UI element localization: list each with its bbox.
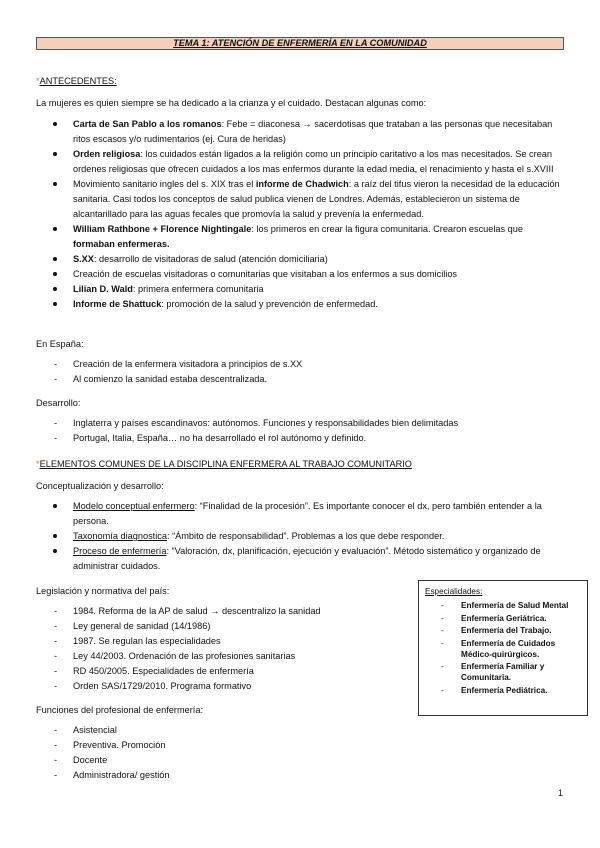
antecedentes-section: [36, 74, 566, 312]
legislacion-section: [36, 584, 406, 694]
list-item: William Rathbone + Florence Nightingale: los primeros en crear la figura comunitaria. Crearon escuelas que formaban enfermeras.: [36, 222, 566, 252]
list-item: Movimiento sanitario ingles del s. XIX tras el informe de Chadwich: a raíz del tifus vieron la necesidad de la educación sanitaria. Casi todos los conceptos de salud publica vienen de Londres. Además, establecieron un sistema de alcantarillado para las aguas fecales que promovía la salud y prevenía la enfermedad.: [36, 177, 566, 222]
concept-label: Conceptualización y desarrollo:: [36, 481, 164, 491]
concept-list: [36, 499, 566, 574]
legislacion-list: [36, 604, 406, 694]
antecedentes-list: [36, 117, 566, 312]
desarrollo-list: [36, 416, 566, 446]
list-item: - Docente: [36, 753, 406, 768]
elementos-heading: *ELEMENTOS COMUNES DE LA DISCIPLINA ENFERMERA AL TRABAJO COMUNITARIO: [36, 459, 412, 469]
antecedentes-heading: *ANTECEDENTES:: [36, 76, 117, 86]
desarrollo-section: [36, 396, 566, 446]
funciones-section: [36, 703, 406, 783]
especialidades-list: [425, 600, 581, 696]
funciones-list: [36, 723, 406, 783]
list-item: - Preventiva. Promoción: [36, 738, 406, 753]
list-item: - Enfermería Pediátrica.: [425, 685, 581, 696]
list-item: Carta de San Pablo a los romanos: Febe = diaconesa → sacerdotisas que trataban a las personas que necesitaban ritos escasos y/o rudimentarios (ej. Cura de heridas): [36, 117, 566, 147]
list-item: - 1984. Reforma de la AP de salud → descentralizo la sanidad: [36, 604, 406, 619]
list-item: - Al comienzo la sanidad estaba descentralizada.: [36, 372, 566, 387]
list-item: - Portugal, Italia, España… no ha desarrollado el rol autónomo y definido.: [36, 431, 566, 446]
list-item: - Ley 44/2003. Ordenación de las profesiones sanitarias: [36, 649, 406, 664]
list-item: - Enfermería Geriátrica.: [425, 613, 581, 624]
list-item: Modelo conceptual enfermero: “Finalidad de la procesión”. Es importante conocer el dx, pero también entender a la persona.: [36, 499, 566, 529]
list-item: - Enfermería Familiar y Comunitaria.: [425, 661, 581, 683]
desarrollo-label: Desarrollo:: [36, 398, 81, 408]
page-title: TEMA 1: ATENCIÓN DE ENFERMERÍA EN LA COMUNIDAD: [36, 37, 564, 50]
list-item: - RD 450/2005. Especialidades de enfermería: [36, 664, 406, 679]
espana-section: [36, 337, 566, 387]
list-item: Creación de escuelas visitadoras o comunitarias que visitaban a los enfermos a sus domicilios: [36, 267, 566, 282]
espana-label: En España:: [36, 339, 84, 349]
list-item: Lilian D. Wald: primera enfermera comunitaria: [36, 282, 566, 297]
list-item: - Creación de la enfermera visitadora a principios de s.XX: [36, 357, 566, 372]
list-item: Taxonomía diagnostica: “Ámbito de responsabilidad”. Problemas a los que debe responder.: [36, 529, 566, 544]
espana-list: [36, 357, 566, 387]
especialidades-heading: Especialidades:: [425, 587, 483, 596]
antecedentes-intro: La mujeres es quien siempre se ha dedicado a la crianza y el cuidado. Destacan algunas como:: [36, 98, 427, 108]
list-item: Orden religiosa: los cuidados están ligados a la religión como un principio caritativo a los mas necesitados. Se crean ordenes religiosas que ofrecen cuidados a los mas enfermos durante la edad media, el renacimiento y hasta el s.XVIII: [36, 147, 566, 177]
list-item: Proceso de enfermería: “Valoración, dx, planificación, ejecución y evaluación”. Método sistemático y organizado de administrar cuidados.: [36, 544, 566, 574]
funciones-label: Funciones del profesional de enfermería:: [36, 705, 204, 715]
list-item: - Administradora/ gestión: [36, 768, 406, 783]
list-item: - Ley general de sanidad (14/1986): [36, 619, 406, 634]
list-item: - Orden SAS/1729/2010. Programa formativo: [36, 679, 406, 694]
page-number: 1: [558, 788, 564, 798]
list-item: - 1987. Se regulan las especialidades: [36, 634, 406, 649]
list-item: - Inglaterra y países escandinavos: autónomos. Funciones y responsabilidades bien delimitadas: [36, 416, 566, 431]
especialidades-box: [418, 580, 588, 716]
list-item: - Enfermería de Cuidados Médico-quirúrgicos.: [425, 638, 581, 660]
list-item: - Enfermería de Salud Mental: [425, 600, 581, 611]
elementos-section: [36, 457, 566, 574]
list-item: - Asistencial: [36, 723, 406, 738]
list-item: S.XX: desarrollo de visitadoras de salud (atención domiciliaria): [36, 252, 566, 267]
legislacion-label: Legislación y normativa del país:: [36, 586, 170, 596]
list-item: Informe de Shattuck: promoción de la salud y prevención de enfermedad.: [36, 297, 566, 312]
list-item: - Enfermería del Trabajo.: [425, 625, 581, 636]
